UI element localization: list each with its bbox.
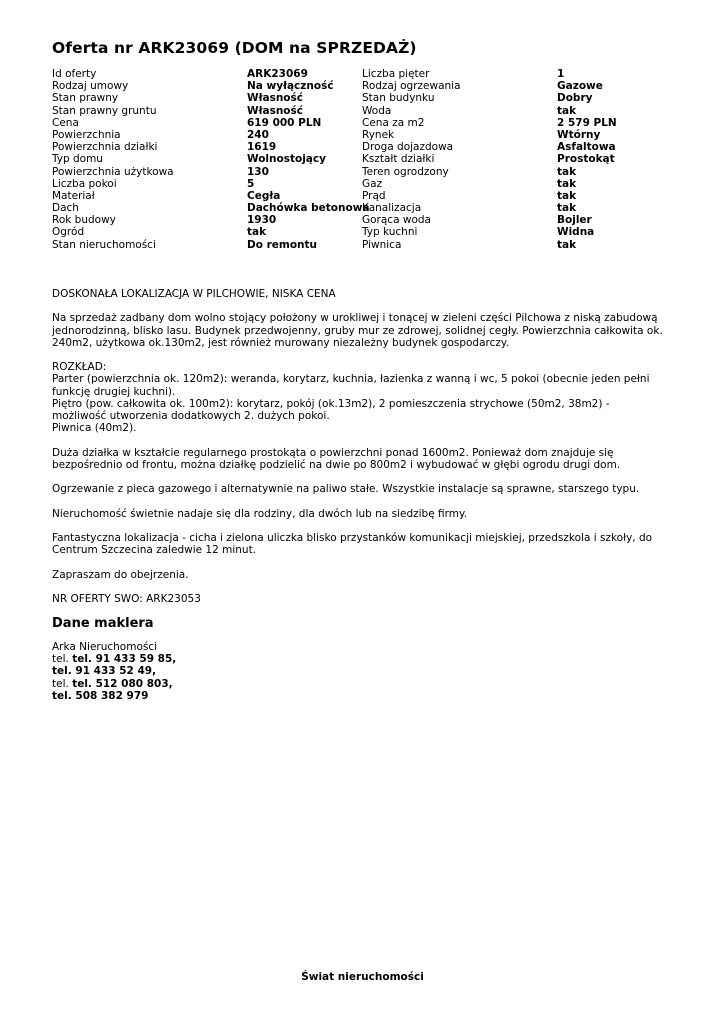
detail-row: [52, 105, 672, 117]
detail-label: Dach: [52, 202, 79, 215]
detail-row: [52, 166, 672, 178]
detail-row: [52, 239, 672, 251]
description-intro: Na sprzedaż zadbany dom wolno stojący położony w urokliwej i tonącej w zieleni części Pilchowa z niską zabudową jednorodzinną, blisko lasu. Budynek przedwojenny, gruby mur ze zdrowej, solidnej cegły. Powierzchnia całkowita ok. 240m2, użytkowa ok.130m2, jest również murowany niezależny budynek gospodarczy.: [52, 312, 663, 349]
detail-label: Ogród: [52, 226, 85, 239]
detail-row: [52, 178, 672, 190]
detail-value: tak: [247, 226, 267, 239]
detail-row: [52, 226, 672, 238]
detail-label: Rynek: [362, 128, 395, 141]
detail-value: Na wyłączność: [247, 80, 334, 93]
detail-row: [52, 80, 672, 92]
detail-value: Bojler: [557, 214, 592, 227]
broker-phone-2: tel. 91 433 52 49,: [52, 665, 157, 678]
detail-value: 1: [557, 68, 565, 80]
detail-row: [52, 92, 672, 104]
detail-value: Widna: [557, 226, 595, 239]
detail-label: Liczba pięter: [362, 68, 430, 80]
detail-label: Typ kuchni: [362, 226, 418, 239]
detail-label: Stan prawny gruntu: [52, 104, 157, 117]
offer-description: [52, 288, 667, 617]
tel-prefix: tel.: [52, 653, 69, 666]
detail-row: [52, 117, 672, 129]
description-swo-number: NR OFERTY SWO: ARK23053: [52, 592, 201, 605]
detail-value: Do remontu: [247, 238, 318, 251]
footer-brand: Świat nieruchomości: [301, 971, 424, 983]
detail-value: Asfaltowa: [557, 141, 616, 154]
detail-value: Własność: [247, 92, 303, 105]
detail-value: Dachówka betonowa: [247, 202, 370, 215]
detail-value: tak: [557, 165, 577, 178]
broker-phone-1: tel. 91 433 59 85,: [72, 653, 177, 666]
detail-label: Cena: [52, 116, 79, 129]
broker-phone-4: tel. 508 382 979: [52, 689, 149, 702]
broker-heading: Dane maklera: [52, 616, 154, 631]
detail-value: Wtórny: [557, 128, 601, 141]
detail-row: [52, 190, 672, 202]
detail-label: Liczba pokoi: [52, 177, 117, 190]
detail-value: Wolnostojący: [247, 153, 326, 166]
description-heating: Ogrzewanie z pieca gazowego i alternatywnie na paliwo stałe. Wszystkie instalacje są sprawne, starszego typu.: [52, 483, 640, 496]
detail-label: Rodzaj ogrzewania: [362, 80, 461, 93]
detail-row: [52, 153, 672, 165]
detail-label: Powierzchnia działki: [52, 141, 158, 154]
detail-value: 619 000 PLN: [247, 116, 322, 129]
detail-label: Typ domu: [52, 153, 103, 166]
detail-label: Teren ogrodzony: [362, 165, 449, 178]
detail-row: [52, 129, 672, 141]
detail-value: 2 579 PLN: [557, 116, 617, 129]
detail-value: Cegła: [247, 189, 281, 202]
detail-value: 240: [247, 128, 269, 141]
detail-label: Gaz: [362, 177, 383, 190]
broker-phone-line-1: [52, 653, 176, 665]
detail-label: Stan prawny: [52, 92, 119, 105]
detail-label: Rok budowy: [52, 214, 116, 227]
detail-value: Dobry: [557, 92, 593, 105]
offer-title: Oferta nr ARK23069 (DOM na SPRZEDAŻ): [52, 39, 417, 57]
detail-value: tak: [557, 202, 577, 215]
offer-details-table: [52, 68, 672, 251]
detail-label: Rodzaj umowy: [52, 80, 129, 93]
detail-value: Prostokąt: [557, 153, 615, 166]
layout-basement: Piwnica (40m2).: [52, 422, 137, 435]
description-suitability: Nieruchomość świetnie nadaje się dla rodziny, dla dwóch lub na siedzibę firmy.: [52, 507, 468, 520]
tel-prefix: tel.: [52, 677, 69, 690]
description-heading: DOSKONAŁA LOKALIZACJA W PILCHOWIE, NISKA CENA: [52, 288, 336, 300]
detail-label: Kształt działki: [362, 153, 435, 166]
detail-label: Materiał: [52, 189, 95, 202]
detail-label: Cena za m2: [362, 116, 425, 129]
detail-value: Własność: [247, 104, 303, 117]
detail-row: [52, 202, 672, 214]
detail-value: Gazowe: [557, 80, 603, 93]
detail-label: Prąd: [362, 189, 386, 202]
detail-label: Powierzchnia: [52, 128, 121, 141]
broker-agency: Arka Nieruchomości: [52, 641, 158, 653]
detail-value: tak: [557, 189, 577, 202]
detail-value: tak: [557, 104, 577, 117]
description-location: Fantastyczna lokalizacja - cicha i zielona uliczka blisko przystanków komunikacji miejskiej, przedszkola i szkoły, do Centrum Szczecina zaledwie 12 minut.: [52, 531, 653, 557]
detail-label: Woda: [362, 104, 392, 117]
layout-ground-floor: Parter (powierzchnia ok. 120m2): weranda, korytarz, kuchnia, łazienka z wanną i wc, 5 pokoi (obecnie jeden pełni funkcję drugiej kuchni).: [52, 373, 650, 398]
detail-label: Stan nieruchomości: [52, 238, 156, 251]
detail-label: Gorąca woda: [362, 214, 431, 227]
detail-label: Piwnica: [362, 238, 402, 251]
description-invite: Zapraszam do obejrzenia.: [52, 568, 189, 581]
broker-info: [52, 641, 176, 702]
broker-phone-line-3: [52, 678, 176, 690]
detail-value: 5: [247, 177, 255, 190]
detail-value: 1619: [247, 141, 277, 154]
detail-value: tak: [557, 238, 577, 251]
detail-row: [52, 68, 672, 80]
detail-label: Id oferty: [52, 68, 97, 80]
detail-value: 1930: [247, 214, 277, 227]
detail-value: 130: [247, 165, 269, 178]
detail-label: Powierzchnia użytkowa: [52, 165, 174, 178]
detail-label: Droga dojazdowa: [362, 141, 454, 154]
detail-row: [52, 141, 672, 153]
layout-upper-floor: Piętro (pow. całkowita ok. 100m2): korytarz, pokój (ok.13m2), 2 pomieszczenia strychowe (50m2, 38m2) - możliwość utworzenia dodatkowych 2. dużych pokoi.: [52, 397, 610, 422]
detail-value: tak: [557, 177, 577, 190]
detail-label: Kanalizacja: [362, 202, 422, 215]
broker-phone-3: tel. 512 080 803,: [72, 677, 173, 690]
detail-label: Stan budynku: [362, 92, 435, 105]
detail-value: ARK23069: [247, 68, 308, 80]
description-plot: Duża działka w kształcie regularnego prostokąta o powierzchni ponad 1600m2. Ponieważ dom znajduje się bezpośrednio od frontu, można działkę podzielić na dwie po 800m2 i wybudować w głębi ogrodu drugi dom.: [52, 446, 621, 471]
layout-title: ROZKŁAD:: [52, 361, 107, 374]
detail-row: [52, 214, 672, 226]
